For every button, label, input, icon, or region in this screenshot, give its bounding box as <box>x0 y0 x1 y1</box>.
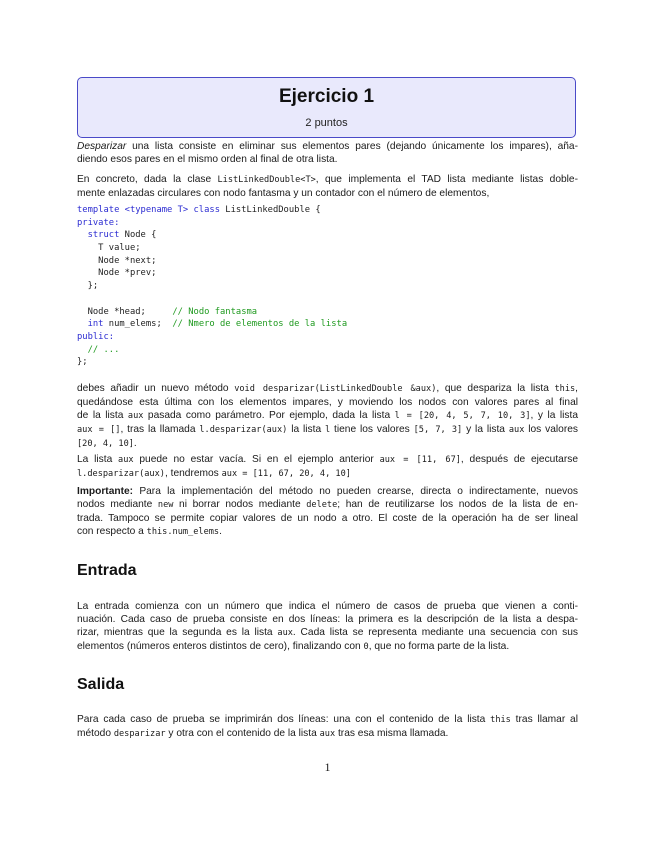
inline-code: aux = [] <box>77 425 121 436</box>
code-line: Node *next; <box>77 255 157 266</box>
code-block <box>77 204 578 369</box>
code-line: int num_elems; // Nmero de elementos de la lista <box>77 319 348 330</box>
inline-code: this <box>554 384 576 394</box>
inline-code: l <box>324 425 331 436</box>
code-line: struct Node { <box>77 230 157 241</box>
code-line: Node *prev; <box>77 268 157 279</box>
inline-code: 0 <box>363 642 369 653</box>
intro-paragraph: Desparizar una lista consiste en eliminar sus elementos pares (dejando únicamente los impares), aña- diendo esos pares en el mismo orden al final de otra lista. <box>77 141 578 166</box>
exercise-title: Ejercicio 1 <box>278 86 375 107</box>
code-line: }; <box>77 357 88 368</box>
code-line <box>77 293 578 306</box>
code-line: Node *head; // Nodo fantasma <box>77 306 258 317</box>
inline-code: aux = [11, 67, 20, 4, 10] <box>221 469 351 480</box>
inline-code: aux <box>118 455 134 465</box>
inline-code: delete <box>306 500 338 511</box>
code-line: }; <box>77 281 99 292</box>
section-heading-salida: Salida <box>77 676 125 693</box>
important-label: Importante: <box>77 486 134 497</box>
code-line: T value; <box>77 243 141 254</box>
page-number: 1 <box>324 760 331 774</box>
inline-code: this.num_elems <box>146 527 220 538</box>
inline-code: this <box>490 715 511 725</box>
inline-code: l = [20, 4, 5, 7, 10, 3] <box>394 411 531 422</box>
context-paragraph: En concreto, dada la clase ListLinkedDouble<T>, que implementa el TAD lista mediante listas doble- mente enlazadas circulares con nodo fantasma y un contador con el número de elementos, <box>77 174 578 200</box>
inline-code: void desparizar(ListLinkedDouble &aux) <box>234 384 437 394</box>
salida-paragraph: Para cada caso de prueba se imprimirán dos líneas: una con el contenido de la lista this tras llamar al método desparizar y otra con el contenido de la lista aux tras esa misma llamada. <box>77 714 578 740</box>
inline-code: aux <box>277 628 293 639</box>
inline-code: desparizar <box>113 729 166 740</box>
code-line: // ... <box>77 344 120 355</box>
term-desparizar: Desparizar <box>77 141 127 152</box>
entrada-paragraph: La entrada comienza con un número que indica el número de casos de prueba que vienen a conti- nuación. Cada caso de prueba consiste en dos líneas: la primera es la descripción de la lista a despa- rizar, mientras que la segunda es la lista aux. Cada lista se representa mediante una secuencia con sus elementos (números enteros distintos de cero), finalizando con 0, que no forma parte de la lista. <box>77 601 578 653</box>
exercise-header <box>77 77 576 138</box>
code-line: template <typename T> class ListLinkedDouble { <box>77 205 321 215</box>
inline-code: aux <box>508 425 525 436</box>
inline-code: ListLinkedDouble<T> <box>217 175 316 185</box>
code-line: private: <box>77 217 120 228</box>
inline-code: l.desparizar(aux) <box>77 469 165 480</box>
inline-code: aux <box>319 729 336 740</box>
nonempty-aux-paragraph: La lista aux puede no estar vacía. Si en el ejemplo anterior aux = [11, 67], después de ejecutarse l.desparizar(aux), tendremos aux = [11, 67, 20, 4, 10] <box>77 454 578 480</box>
inline-code: new <box>157 500 174 511</box>
inline-code: [20, 4, 10] <box>77 439 134 450</box>
inline-code: aux <box>127 411 144 422</box>
inline-code: aux = [11, 67] <box>379 455 461 465</box>
inline-code: l.desparizar(aux) <box>199 425 288 436</box>
section-heading-entrada: Entrada <box>77 562 137 579</box>
inline-code: [5, 7, 3] <box>413 425 463 436</box>
code-line: public: <box>77 331 115 342</box>
method-paragraph: debes añadir un nuevo método void desparizar(ListLinkedDouble &aux), que despariza la lista this, quedándose esta última con los elementos impares, y moviendo los nodos con valores pares al final de la lista aux pasada como parámetro. Por ejemplo, dada la lista l = [20, 4, 5, 7, 10, 3], y la lista aux = [], tras la llamada l.desparizar(aux) la lista l tiene los valores [5, 7, 3] y la lista aux los valores [20, 4, 10]. <box>77 383 579 450</box>
important-paragraph: Importante: Para la implementación del método no pueden crearse, directa o indirectamente, nuevos nodos mediante new ni borrar nodos mediante delete; han de reutilizarse los nodos de la lista de en- trada. Tampoco se permite copiar valores de un nodo a otro. El coste de la operación ha de ser lineal con respecto a this.num_elems. <box>77 486 578 538</box>
exercise-points: 2 puntos <box>305 117 348 129</box>
